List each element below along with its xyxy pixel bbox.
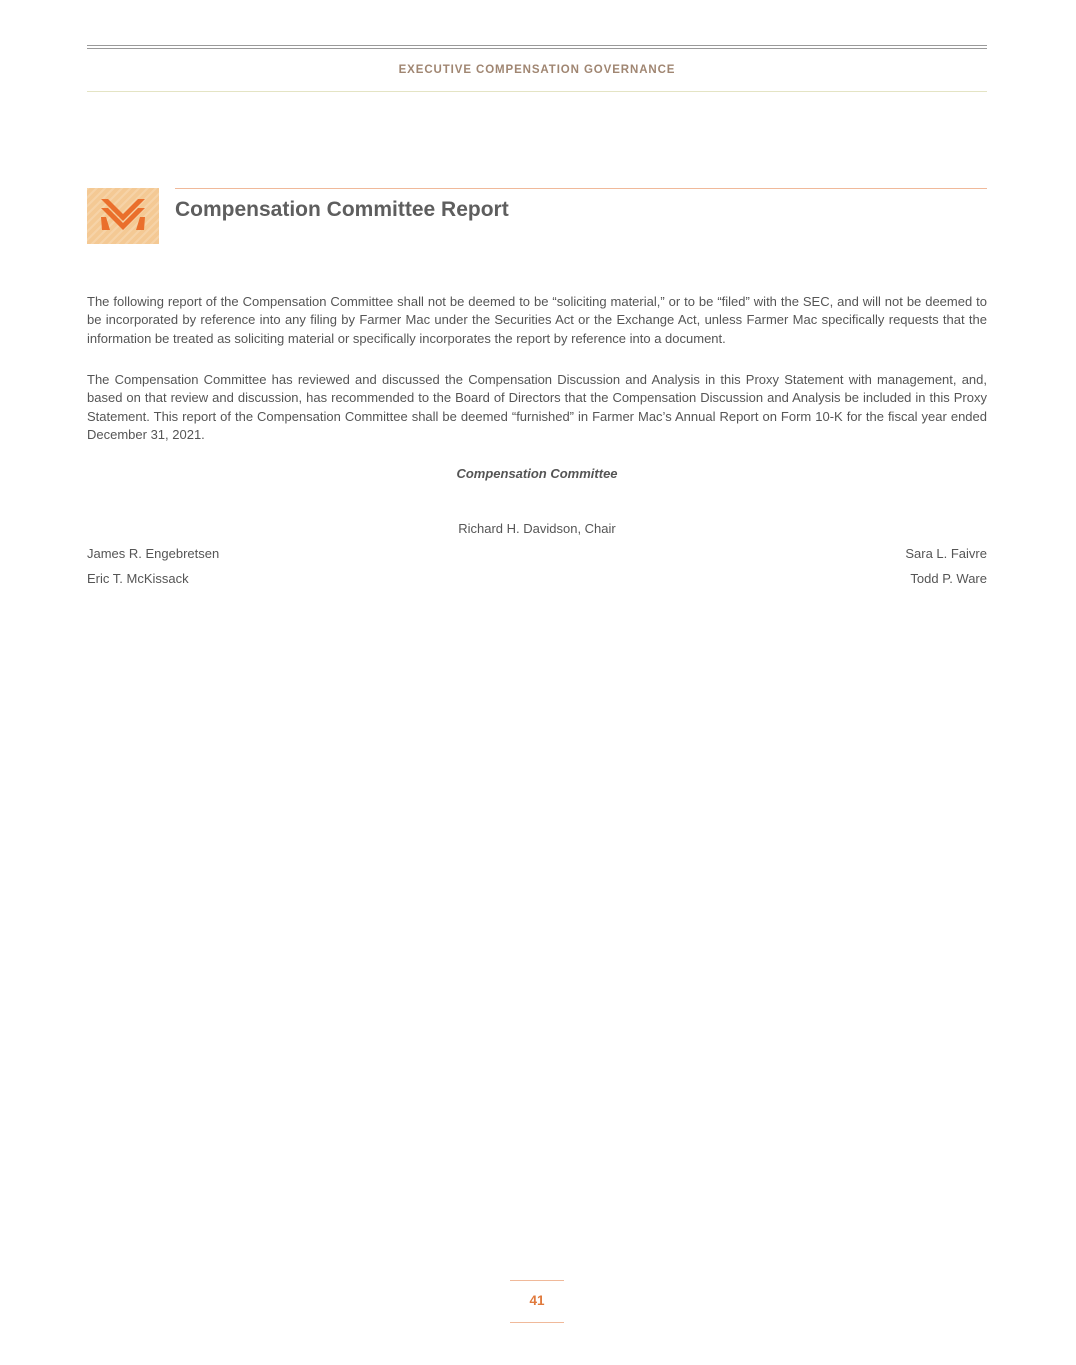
header-rule-bottom [87, 91, 987, 92]
body-paragraph-review: The Compensation Committee has reviewed and discussed the Compensation Discussion and Analysis in this Proxy Statement with management, and, based on that review and discussion, has recommended to the Board of Directors that the Compensation Discussion and Analysis be included in this Proxy Statement. This report of the Compensation Committee shall be deemed “furnished” in Farmer Mac’s Annual Report on Form 10-K for the fiscal year ended December 31, 2021. [87, 372, 987, 442]
chevron-logo-graphic [100, 197, 146, 235]
signature-committee-name: Compensation Committee [456, 466, 618, 481]
section-title: Compensation Committee Report [175, 198, 509, 221]
signer-member: Eric T. McKissack [87, 571, 189, 586]
page-header [87, 45, 987, 93]
farmer-mac-chevron-logo-icon [87, 188, 159, 244]
signer-chair: Richard H. Davidson, Chair [458, 521, 616, 536]
header-rule-top [87, 45, 987, 46]
footer-rule-bottom [510, 1322, 564, 1323]
signer-member: Sara L. Faivre [905, 546, 987, 561]
page-number: 41 [529, 1293, 545, 1308]
header-rule-top-double [87, 48, 987, 49]
section-title-rule [175, 188, 987, 189]
running-header-title: EXECUTIVE COMPENSATION GOVERNANCE [398, 64, 676, 76]
footer-rule-top [510, 1280, 564, 1281]
signer-member: Todd P. Ware [910, 571, 987, 586]
signer-member: James R. Engebretsen [87, 546, 220, 561]
body-paragraph-disclaimer: The following report of the Compensation Committee shall not be deemed to be “soliciting material,” or to be “filed” with the SEC, and will not be deemed to be incorporated by reference into any filing by Farmer Mac under the Securities Act or the Exchange Act, unless Farmer Mac specifically requests that the information be treated as soliciting material or specifically incorporates the report by reference into a document. [87, 294, 987, 346]
